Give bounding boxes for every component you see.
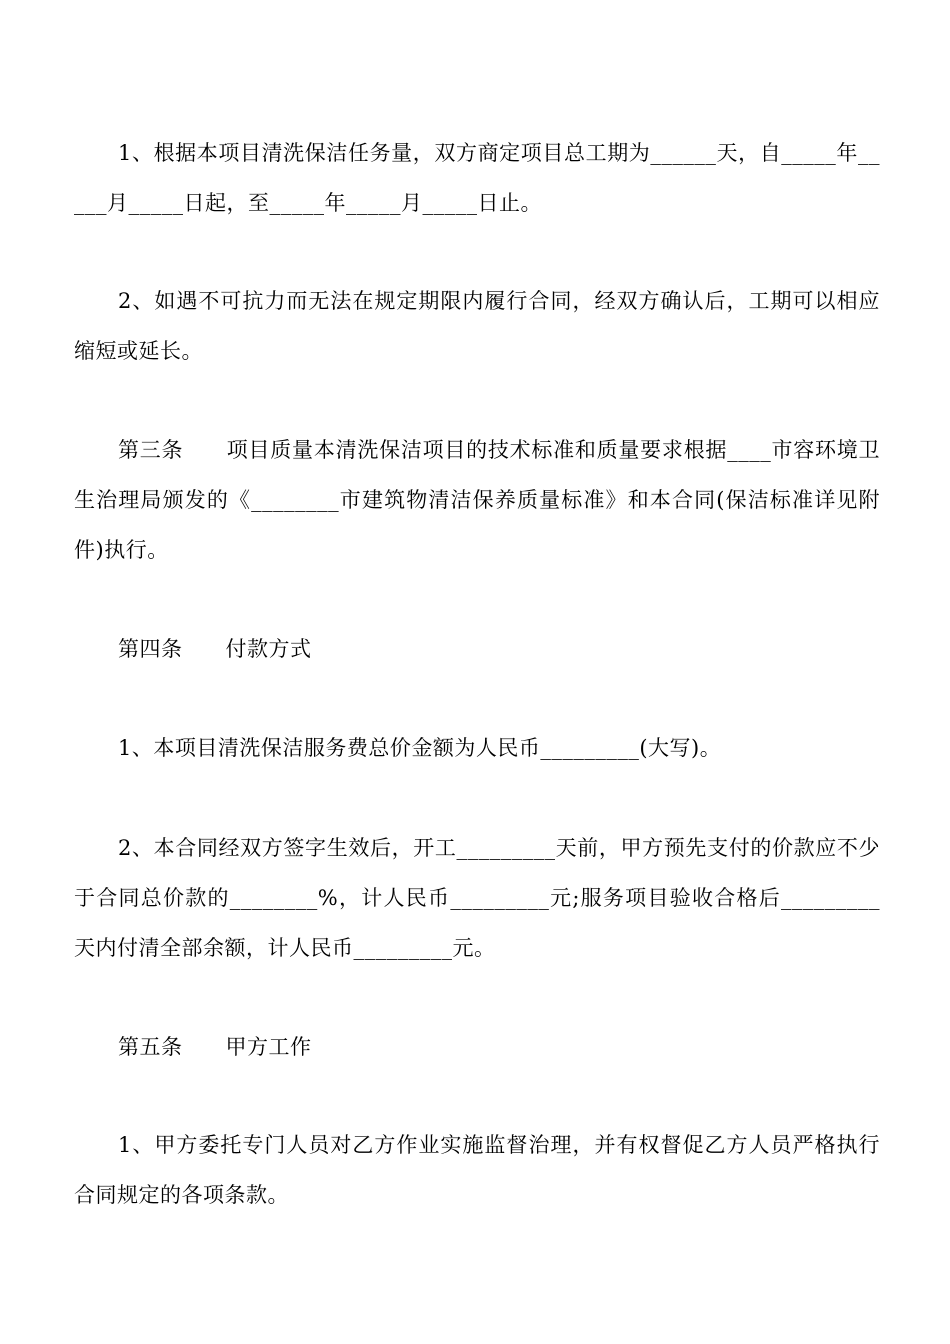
clause-duration-paragraph: 1、根据本项目清洗保洁任务量，双方商定项目总工期为______天，自_____年_____月_____日起，至_____年_____月_____日止。 (74, 141, 880, 215)
article-three-quality-paragraph: 第三条 项目质量本清洗保洁项目的技术标准和质量要求根据____市容环境卫生治理局颁发的《________市建筑物清洁保养质量标准》和本合同(保洁标准详见附件)执行。 (74, 438, 880, 562)
payment-schedule-paragraph: 2、本合同经双方签字生效后，开工_________天前，甲方预先支付的价款应不少于合同总价款的________%，计人民币_________元;服务项目验收合格后_________天内付清全部余额，计人民币_________元。 (74, 836, 880, 960)
article-five-heading: 第五条 甲方工作 (118, 1035, 312, 1059)
force-majeure-paragraph: 2、如遇不可抗力而无法在规定期限内履行合同，经双方确认后，工期可以相应缩短或延长。 (74, 289, 880, 363)
article-four-heading: 第四条 付款方式 (118, 637, 312, 661)
party-a-supervision-paragraph: 1、甲方委托专门人员对乙方作业实施监督治理，并有权督促乙方人员严格执行合同规定的各项条款。 (74, 1133, 880, 1207)
payment-total-paragraph: 1、本项目清洗保洁服务费总价金额为人民币_________(大写)。 (118, 736, 722, 760)
